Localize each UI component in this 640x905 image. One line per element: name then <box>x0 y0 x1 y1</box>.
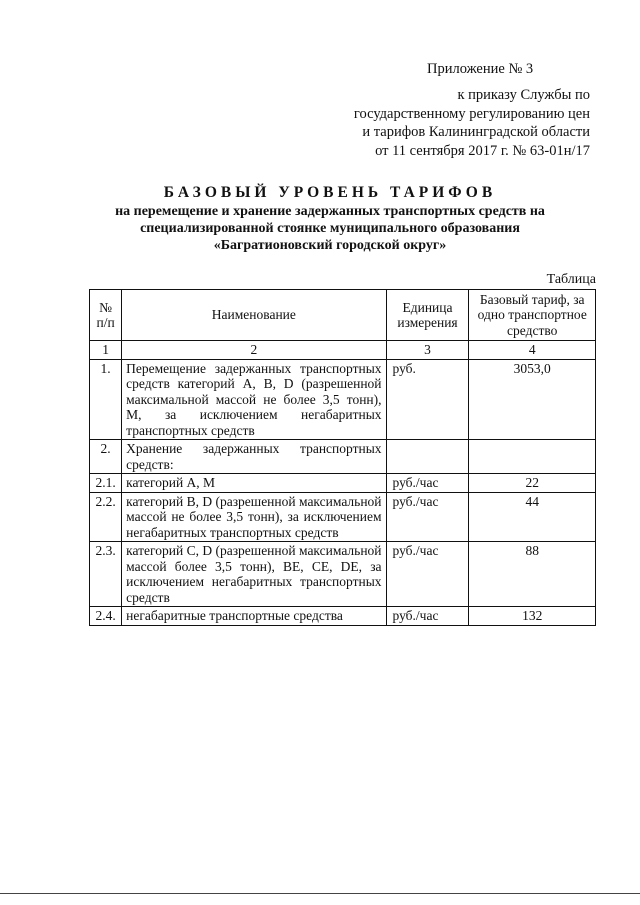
document-subtitle-line: специализированной стоянке муниципального образования <box>140 221 520 236</box>
table-header-row <box>90 290 596 341</box>
row-unit <box>386 440 469 474</box>
table-index-row <box>90 341 596 360</box>
row-unit: руб. <box>386 359 469 440</box>
row-name: категорий С, D (разрешенной максимальной массой более 3,5 тонн), ВЕ, СЕ, DE, за исключением негабаритных транспортных средств <box>122 542 386 607</box>
appendix-line: государственному регулированию цен <box>353 105 590 122</box>
row-name: категорий А, М <box>122 474 386 493</box>
row-name: негабаритные транспортные средства <box>122 607 386 626</box>
row-value <box>469 440 596 474</box>
table-row <box>90 492 596 542</box>
table-row <box>90 440 596 474</box>
row-unit: руб./час <box>386 474 469 493</box>
document-subtitle-line: «Багратионовский городской округ» <box>213 238 447 253</box>
row-num: 2. <box>90 440 122 474</box>
index-cell: 4 <box>469 341 596 360</box>
table-row <box>90 359 596 440</box>
header-num: № п/п <box>90 290 122 341</box>
row-unit: руб./час <box>386 492 469 542</box>
row-value: 132 <box>469 607 596 626</box>
row-num: 1. <box>90 359 122 440</box>
row-name: Перемещение задержанных транспортных средств категорий А, В, D (разрешенной максимальной массой не более 3,5 тонн), М, за исключением негабаритных транспортных средств <box>122 359 386 440</box>
row-num: 2.1. <box>90 474 122 493</box>
row-name: Хранение задержанных транспортных средств: <box>122 440 386 474</box>
row-value: 44 <box>469 492 596 542</box>
appendix-title: Приложение № 3 <box>427 61 534 77</box>
header-name: Наименование <box>122 290 386 341</box>
row-num: 2.2. <box>90 492 122 542</box>
row-name: категорий В, D (разрешенной максимальной массой не более 3,5 тонн), за исключением негабаритных транспортных средств <box>122 492 386 542</box>
index-cell: 1 <box>90 341 122 360</box>
appendix-line: от 11 сентября 2017 г. № 63-01н/17 <box>375 142 590 159</box>
page-bottom-rule <box>0 893 640 894</box>
tariff-table <box>89 289 596 626</box>
row-num: 2.3. <box>90 542 122 607</box>
document-subtitle-line: на перемещение и хранение задержанных транспортных средств на <box>115 204 545 219</box>
table-caption: Таблица <box>546 272 596 287</box>
header-value: Базовый тариф, за одно транспортное средство <box>469 290 596 341</box>
document-heading <box>90 183 570 254</box>
table-row <box>90 474 596 493</box>
row-unit: руб./час <box>386 607 469 626</box>
document-title: БАЗОВЫЙ УРОВЕНЬ ТАРИФОВ <box>163 184 497 201</box>
appendix-line: к приказу Службы по <box>457 87 590 103</box>
header-unit: Единица измерения <box>386 290 469 341</box>
row-unit: руб./час <box>386 542 469 607</box>
table-row <box>90 607 596 626</box>
row-value: 22 <box>469 474 596 493</box>
appendix-line: и тарифов Калининградской области <box>362 124 590 140</box>
index-cell: 2 <box>122 341 386 360</box>
row-num: 2.4. <box>90 607 122 626</box>
row-value: 3053,0 <box>469 359 596 440</box>
row-value: 88 <box>469 542 596 607</box>
table-row <box>90 542 596 607</box>
index-cell: 3 <box>386 341 469 360</box>
